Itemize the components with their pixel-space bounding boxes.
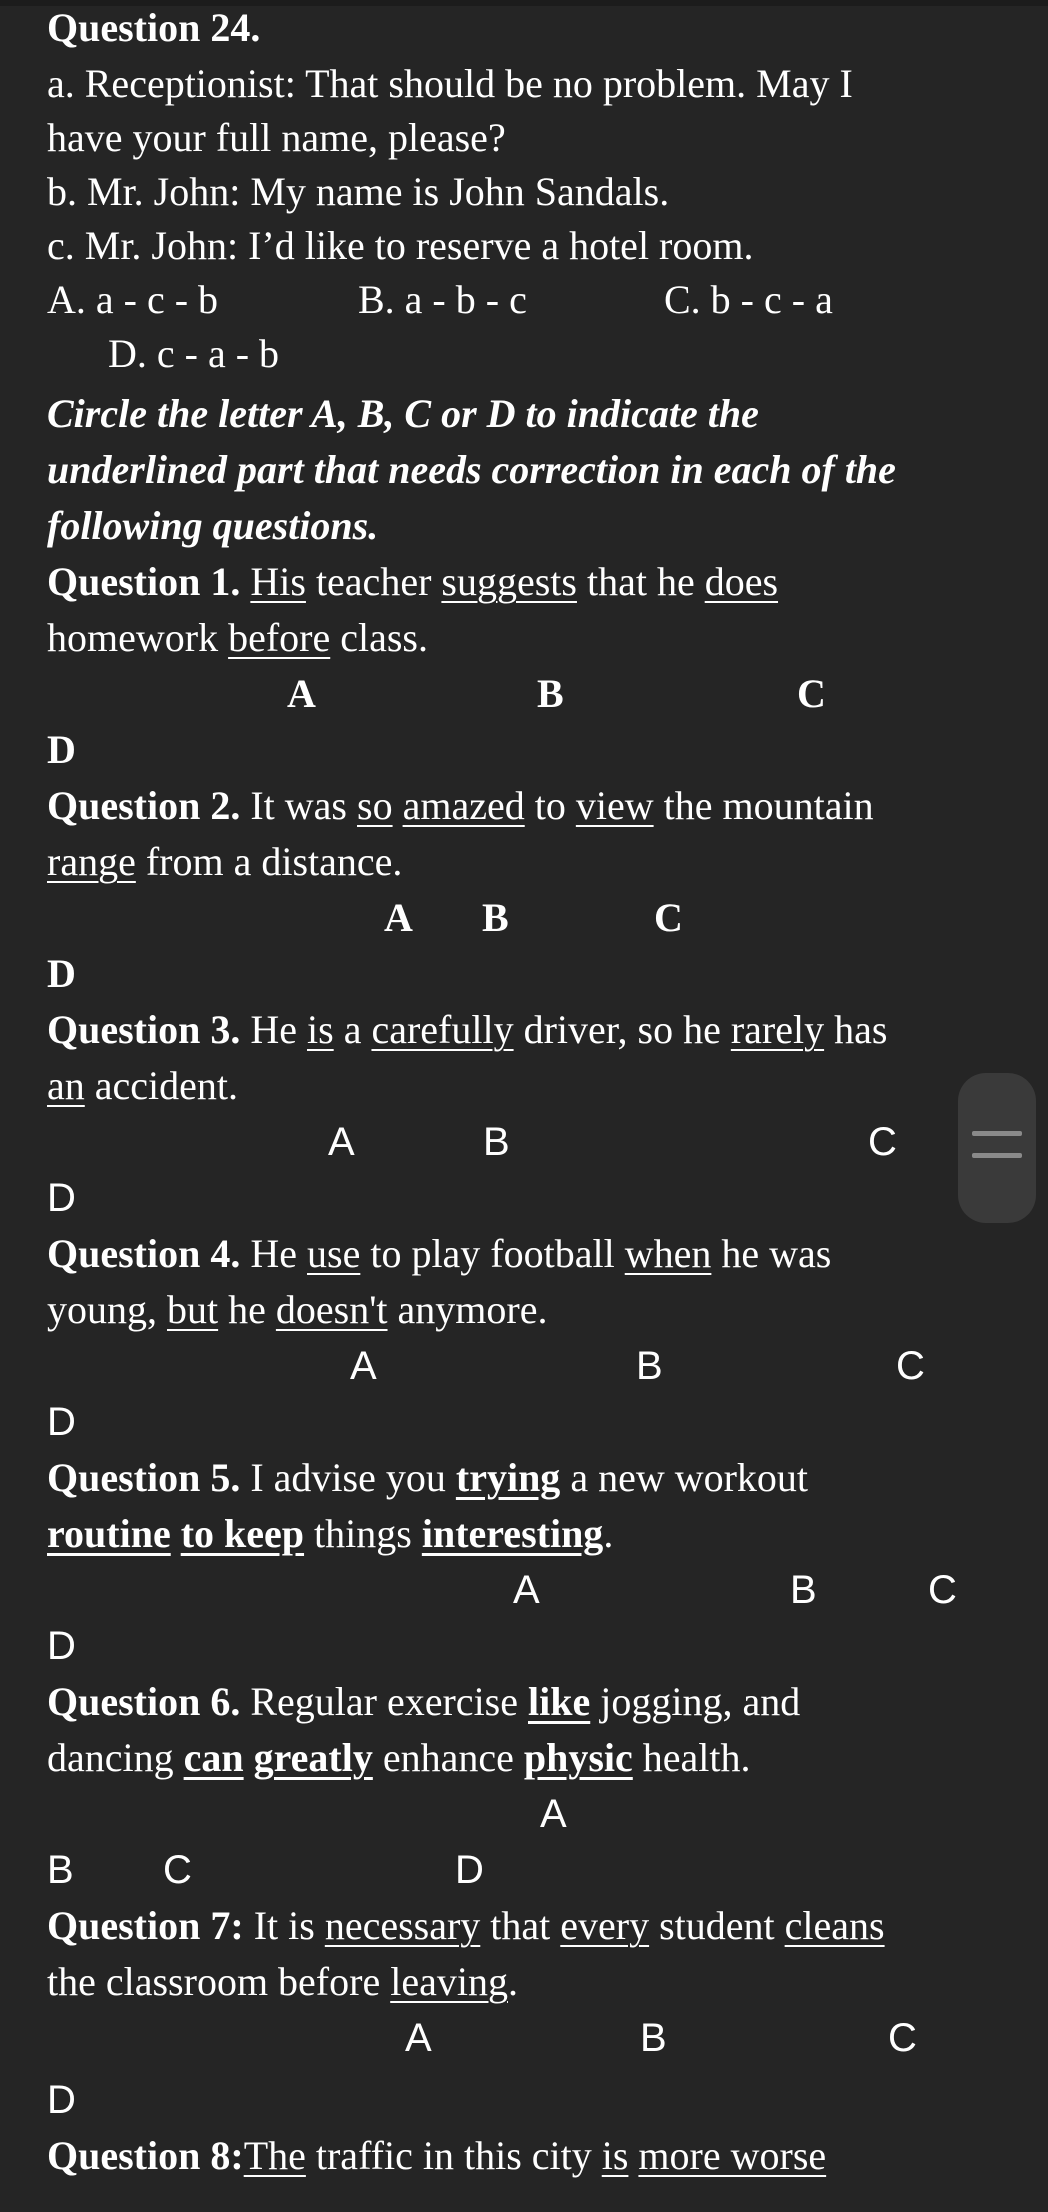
q1-line1: Question 1. His teacher suggests that he does	[47, 559, 779, 604]
q6-underlined-a: like	[528, 1679, 591, 1724]
q6-line1: Question 6. Regular exercise like jogging, and	[47, 1679, 801, 1724]
q2-line2: range from a distance.	[47, 839, 403, 884]
q6-underlined-d: physic	[523, 1735, 633, 1780]
q4-letter-b: B	[636, 1344, 663, 1388]
q1-label: Question 1.	[47, 559, 241, 604]
q7-letter-a: A	[405, 2016, 432, 2060]
q5-letter-d: D	[47, 1624, 76, 1668]
q24-c: c. Mr. John: I’d like to reserve a hotel room.	[47, 223, 754, 268]
q24-option-d: D. c - a - b	[108, 331, 280, 376]
q4-underlined-b: when	[624, 1231, 712, 1276]
q6-letter-b: B	[47, 1848, 74, 1892]
q6-letter-d: D	[455, 1848, 484, 1892]
q4-underlined-d: doesn't	[275, 1287, 388, 1332]
q3-label: Question 3.	[47, 1007, 241, 1052]
q4-underlined-a: use	[307, 1231, 361, 1276]
q6-underlined-b: can	[183, 1735, 244, 1780]
q1-letter-a: A	[287, 671, 316, 716]
q7-letter-d: D	[47, 2078, 76, 2122]
q24-a-line1: a. Receptionist: That should be no problem. May I	[47, 61, 853, 106]
q1-underlined-a: His	[250, 559, 306, 604]
q24-option-c: C. b - c - a	[664, 277, 833, 322]
q4-letter-a: A	[350, 1344, 377, 1388]
instruction-line1: Circle the letter A, B, C or D to indicate the	[47, 391, 759, 436]
q2-letter-b: B	[482, 895, 509, 940]
q5-underlined-b: routine	[47, 1511, 171, 1556]
q3-letter-d: D	[47, 1176, 76, 1220]
q24-option-b: B. a - b - c	[358, 277, 527, 322]
q7-underlined-a: necessary	[324, 1903, 481, 1948]
q3-letter-b: B	[483, 1120, 510, 1164]
q3-underlined-a: is	[307, 1007, 334, 1052]
q1-underlined-b: suggests	[441, 559, 577, 604]
q8-line1: Question 8:The traffic in this city is more worse	[47, 2133, 827, 2178]
q8-label: Question 8:	[47, 2133, 244, 2178]
q6-label: Question 6.	[47, 1679, 241, 1724]
q5-underlined-a: trying	[455, 1455, 561, 1500]
q4-letter-c: C	[896, 1344, 925, 1388]
q3-letter-c: C	[868, 1120, 897, 1164]
q7-underlined-d: leaving	[390, 1959, 508, 2004]
q2-underlined-c: view	[575, 783, 654, 828]
q2-underlined-a: so	[357, 783, 393, 828]
instruction-line2: underlined part that needs correction in each of the	[47, 447, 896, 492]
q5-line1: Question 5. I advise you trying a new workout	[47, 1455, 809, 1500]
q5-label: Question 5.	[47, 1455, 241, 1500]
q2-line1: Question 2. It was so amazed to view the mountain	[47, 783, 874, 828]
grip-line-bottom	[972, 1153, 1022, 1158]
q4-line2: young, but he doesn't anymore.	[47, 1287, 548, 1332]
q24-title: Question 24.	[47, 5, 261, 50]
q3-underlined-c: rarely	[730, 1007, 825, 1052]
q7-line1: Question 7: It is necessary that every student cleans	[47, 1903, 885, 1948]
q7-label: Question 7:	[47, 1903, 244, 1948]
q4-line1: Question 4. He use to play football when he was	[47, 1231, 832, 1276]
q2-letter-c: C	[654, 895, 683, 940]
q5-letter-c: C	[928, 1568, 957, 1612]
q1-letter-b: B	[537, 671, 564, 716]
scrollbar-handle[interactable]	[958, 1073, 1036, 1223]
q5-letter-a: A	[513, 1568, 540, 1612]
instruction-line3: following questions.	[47, 503, 379, 548]
q6-line2: dancing can greatly enhance physic health.	[47, 1735, 751, 1780]
q7-letter-c: C	[888, 2016, 917, 2060]
q5-line2: routine to keep things interesting.	[47, 1511, 614, 1556]
q8-underlined-b: is	[601, 2133, 629, 2178]
q8-underlined-c: more worse	[638, 2133, 827, 2178]
q24-b: b. Mr. John: My name is John Sandals.	[47, 169, 670, 214]
q1-underlined-c: does	[704, 559, 779, 604]
q1-letter-c: C	[797, 671, 826, 716]
q6-underlined-c: greatly	[253, 1735, 373, 1780]
q2-letter-d: D	[47, 951, 76, 996]
q3-underlined-d: an	[47, 1063, 85, 1108]
q7-line2: the classroom before leaving.	[47, 1959, 518, 2004]
q5-underlined-c: to keep	[180, 1511, 305, 1556]
q4-label: Question 4.	[47, 1231, 241, 1276]
q1-line2: homework before class.	[47, 615, 428, 660]
q2-underlined-b: amazed	[402, 783, 525, 828]
q8-underlined-a: The	[243, 2133, 306, 2178]
q3-underlined-b: carefully	[371, 1007, 514, 1052]
q6-letter-a: A	[540, 1792, 567, 1836]
q3-line1: Question 3. He is a carefully driver, so he rarely has	[47, 1007, 888, 1052]
q4-letter-d: D	[47, 1400, 76, 1444]
grip-line-top	[972, 1131, 1022, 1136]
q7-letter-b: B	[640, 2016, 667, 2060]
q7-underlined-c: cleans	[784, 1903, 885, 1948]
q1-letter-d: D	[47, 727, 76, 772]
q2-underlined-d: range	[47, 839, 136, 884]
q5-underlined-d: interesting	[421, 1511, 604, 1556]
q2-label: Question 2.	[47, 783, 241, 828]
q7-underlined-b: every	[560, 1903, 650, 1948]
q3-letter-a: A	[328, 1120, 355, 1164]
q2-letter-a: A	[384, 895, 413, 940]
q6-letter-c: C	[163, 1848, 192, 1892]
q1-underlined-d: before	[228, 615, 331, 660]
q3-line2: an accident.	[47, 1063, 239, 1108]
q24-option-a: A. a - c - b	[47, 277, 219, 322]
q5-letter-b: B	[790, 1568, 817, 1612]
q4-underlined-c: but	[167, 1287, 219, 1332]
q24-a-line2: have your full name, please?	[47, 115, 506, 160]
